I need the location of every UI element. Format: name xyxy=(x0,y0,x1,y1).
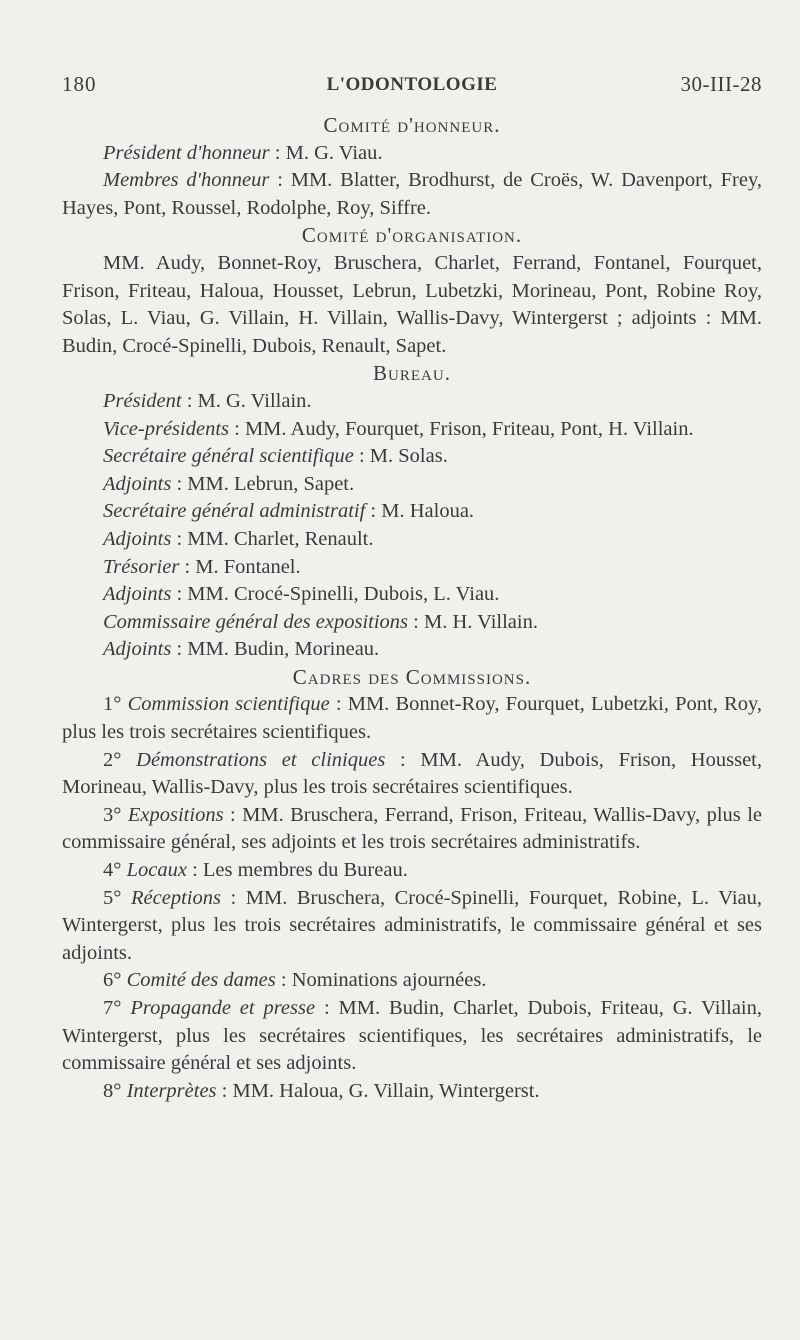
commission-1-label: Commission scientifique xyxy=(127,693,330,716)
bureau-president-label: Président xyxy=(103,389,182,412)
commission-item-2 xyxy=(62,747,762,802)
commission-2-text: : MM. Audy, Dubois, Frison, Housset, Morineau, Wallis-Davy, plus les trois secrétaires scientifiques. xyxy=(62,748,762,799)
commission-3-number: 3° xyxy=(103,803,128,826)
page-header xyxy=(62,72,762,102)
commission-item-6 xyxy=(62,967,762,995)
commission-6-number: 6° xyxy=(103,969,127,992)
bureau-president xyxy=(62,388,762,416)
bureau-adj2-text: : MM. Charlet, Renault. xyxy=(171,527,374,550)
commission-item-1 xyxy=(62,691,762,746)
commission-item-5 xyxy=(62,885,762,968)
commission-7-text: : MM. Budin, Charlet, Dubois, Friteau, G. Villain, Wintergerst, plus les secrétaires scientifiques, les secrétaires administratifs, le commissaire général et ses adjoints. xyxy=(62,997,762,1075)
bureau-sec-sci xyxy=(62,443,762,471)
bureau-sec-adm-label: Secrétaire général administratif xyxy=(103,500,366,523)
bureau-adj4-text: : MM. Budin, Morineau. xyxy=(171,638,380,661)
bureau-sec-adm-text: : M. Haloua. xyxy=(365,500,475,523)
commission-7-number: 7° xyxy=(103,997,131,1019)
bureau-vice-presidents xyxy=(62,416,762,444)
commission-2-label: Démonstrations et cliniques xyxy=(136,748,386,771)
bureau-adj3-text: : MM. Crocé-Spinelli, Dubois, L. Viau. xyxy=(171,583,500,606)
section-title-commissions: Cadres des Commissions. xyxy=(292,664,532,689)
bureau-tresorier xyxy=(62,554,762,582)
running-title: L'ODONTOLOGIE xyxy=(326,74,498,95)
bureau-adjoints-1 xyxy=(62,471,762,499)
commission-item-3 xyxy=(62,802,762,857)
commission-item-4 xyxy=(62,857,762,885)
bureau-tres-text: : M. Fontanel. xyxy=(179,555,301,578)
commission-8-number: 8° xyxy=(103,1079,127,1102)
bureau-vice-label: Vice-présidents xyxy=(103,417,229,440)
bureau-adj3-label: Adjoints xyxy=(103,583,172,606)
commission-5-number: 5° xyxy=(103,886,131,909)
president-honneur-label: Président d'honneur xyxy=(103,141,270,164)
bureau-adjoints-4 xyxy=(62,636,762,664)
president-honneur-text: : M. G. Viau. xyxy=(269,141,383,164)
commission-4-number: 4° xyxy=(103,859,127,882)
commission-4-label: Locaux xyxy=(126,859,187,882)
section-title-comite-organisation: Comité d'organisation. xyxy=(301,223,523,248)
bureau-vice-text: : MM. Audy, Fourquet, Frison, Friteau, Pont, H. Villain. xyxy=(229,417,694,440)
commission-6-text: : Nominations ajournées. xyxy=(275,969,487,992)
bureau-adj4-label: Adjoints xyxy=(103,638,172,661)
membres-honneur-text: : MM. Blatter, Brodhurst, de Croës, W. Davenport, Frey, Hayes, Pont, Roussel, Rodolphe, Roy, Siffre. xyxy=(62,169,762,219)
commission-3-text: : MM. Bruschera, Ferrand, Frison, Friteau, Wallis-Davy, plus le commissaire général, ses adjoints et les trois secrétaires administratifs. xyxy=(62,803,763,854)
bureau-sec-adm xyxy=(62,498,762,526)
commission-3-label: Expositions xyxy=(127,803,224,826)
commission-6-label: Comité des dames xyxy=(126,969,276,992)
commission-1-number: 1° xyxy=(103,693,128,716)
membres-honneur-line xyxy=(62,167,762,222)
bureau-adj1-label: Adjoints xyxy=(103,472,172,495)
bureau-sec-sci-text: : M. Solas. xyxy=(353,445,448,468)
commission-8-label: Interprètes xyxy=(126,1079,217,1102)
membres-honneur-label: Membres d'honneur xyxy=(103,169,270,192)
bureau-tres-label: Trésorier xyxy=(103,555,180,578)
section-title-comite-honneur: Comité d'honneur. xyxy=(323,113,501,137)
bureau-commissaire xyxy=(62,609,762,637)
commission-2-number: 2° xyxy=(103,748,137,771)
commission-7-label: Propagande et presse xyxy=(130,997,316,1019)
bureau-comm-text: : M. H. Villain. xyxy=(408,610,538,633)
bureau-adjoints-3 xyxy=(62,581,762,609)
bureau-adjoints-2 xyxy=(62,526,762,554)
president-honneur-line xyxy=(62,140,762,168)
bureau-president-text: : M. G. Villain. xyxy=(181,389,312,412)
bureau-adj2-label: Adjoints xyxy=(103,527,172,550)
section-title-bureau: Bureau. xyxy=(373,361,451,386)
commission-5-label: Réceptions xyxy=(131,886,221,909)
commission-item-8 xyxy=(62,1078,762,1106)
page-number: 180 xyxy=(62,72,97,96)
commission-5-text: : MM. Bruschera, Crocé-Spinelli, Fourquet, Robine, L. Viau, Wintergerst, plus les trois secrétaires administratifs, le commissaire général et ses adjoints. xyxy=(62,886,762,964)
commission-1-text: : MM. Bonnet-Roy, Fourquet, Lubetzki, Pont, Roy, plus les trois secrétaires scientifiques. xyxy=(62,693,762,744)
page-body xyxy=(62,112,762,1105)
bureau-sec-sci-label: Secrétaire général scientifique xyxy=(103,445,354,468)
commission-4-text: : Les membres du Bureau. xyxy=(186,859,408,882)
bureau-comm-label: Commissaire général des expositions xyxy=(103,610,409,633)
commission-item-7 xyxy=(62,995,762,1078)
commission-8-text: : MM. Haloua, G. Villain, Wintergerst. xyxy=(216,1079,540,1102)
bureau-adj1-text: : MM. Lebrun, Sapet. xyxy=(171,472,355,495)
organisation-members: MM. Audy, Bonnet-Roy, Bruschera, Charlet, Ferrand, Fontanel, Fourquet, Frison, Friteau, Haloua, Housset, Lebrun, Lubetzki, Morineau, Pont, Robine Roy, Solas, L. Viau, G. Villain, H. Villain, Wallis-Davy, Wintergerst ; adjoints : MM. Budin, Crocé-Spinelli, Dubois, Renault, Sapet. xyxy=(62,251,762,357)
issue-date: 30-III-28 xyxy=(680,72,762,96)
